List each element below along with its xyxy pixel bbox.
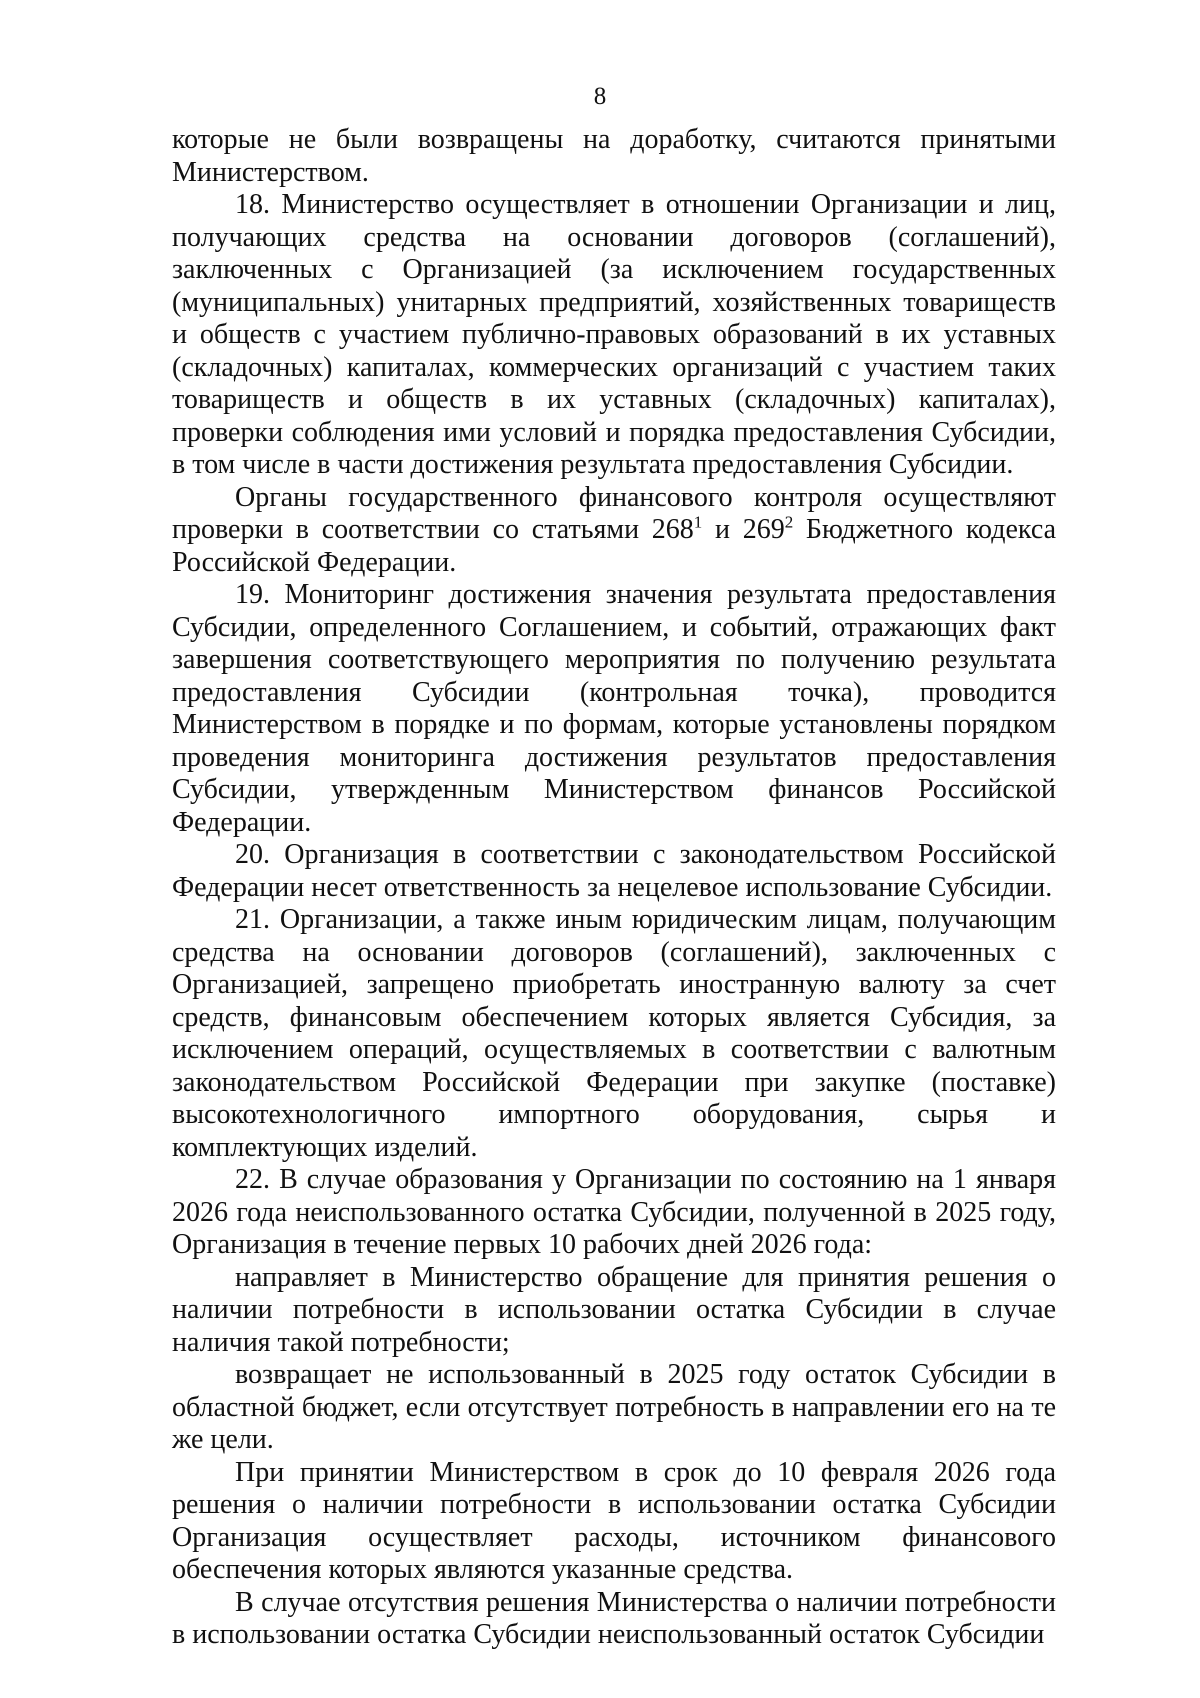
paragraph-22: 22. В случае образования у Организации по состоянию на 1 января 2026 года неиспользованного остатка Субсидии, полученной в 2025 году, Организация в течение первых 10 рабочих дней 2026 года:	[172, 1164, 1056, 1260]
paragraph-text: и 269	[702, 514, 785, 545]
paragraph-text: Органы государственного финансового контроля осуществляют проверки в соответствии со статьями 268	[172, 481, 1056, 545]
paragraph-decision: При принятии Министерством в срок до 10 февраля 2026 года решения о наличии потребности в использовании остатка Субсидии Организация осуществляет расходы, источником финансового обеспечения которых являются указанные средства.	[172, 1456, 1056, 1585]
paragraph-18: 18. Министерство осуществляет в отношении Организации и лиц, получающих средства на основании договоров (соглашений), заключенных с Организацией (за исключением государственных (муниципальных) унитарных предприятий, хозяйственных товариществ и обществ с участием публично-правовых образований в их уставных (складочных) капиталах, коммерческих организаций с участием таких товариществ и обществ в их уставных (складочных) капиталах), проверки соблюдения ими условий и порядка предоставления Субсидии, в том числе в части достижения результата предоставления Субсидии.	[172, 189, 1056, 480]
paragraph-19: 19. Мониторинг достижения значения результата предоставления Субсидии, определенного Соглашением, и событий, отражающих факт завершения соответствующего мероприятия по получению результата предоставления Субсидии (контрольная точка), проводится Министерством в порядке и по формам, которые установлены порядком проведения мониторинга достижения результатов предоставления Субсидии, утвержденным Министерством финансов Российской Федерации.	[172, 579, 1056, 838]
paragraph-financial-control	[172, 482, 1056, 580]
paragraph-22-item-2: возвращает не использованный в 2025 году остаток Субсидии в областной бюджет, если отсутствует потребность в направлении его на те же цели.	[172, 1359, 1056, 1455]
paragraph-20: 20. Организация в соответствии с законодательством Российской Федерации несет ответственность за нецелевое использование Субсидии.	[172, 839, 1056, 903]
paragraph-continuation: которые не были возвращены на доработку, считаются принятыми Министерством.	[172, 124, 1056, 188]
paragraph-21: 21. Организации, а также иным юридическим лицам, получающим средства на основании договоров (соглашений), заключенных с Организацией, запрещено приобретать иностранную валюту за счет средств, финансовым обеспечением которых является Субсидия, за исключением операций, осуществляемых в соответствии с валютным законодательством Российской Федерации при закупке (поставке) высокотехнологичного импортного оборудования, сырья и комплектующих изделий.	[172, 904, 1056, 1163]
document-body	[172, 124, 1056, 1652]
paragraph-no-decision: В случае отсутствия решения Министерства о наличии потребности в использовании остатка Субсидии неиспользованный остаток Субсидии	[172, 1586, 1056, 1650]
paragraph-22-item-1: направляет в Министерство обращение для принятия решения о наличии потребности в использовании остатка Субсидии в случае наличия такой потребности;	[172, 1261, 1056, 1358]
superscript-1: 1	[693, 512, 703, 532]
superscript-2: 2	[784, 512, 794, 532]
paragraph-text: Бюджетного кодекса Российской Федерации.	[172, 514, 1057, 578]
page-number: 8	[593, 83, 607, 110]
